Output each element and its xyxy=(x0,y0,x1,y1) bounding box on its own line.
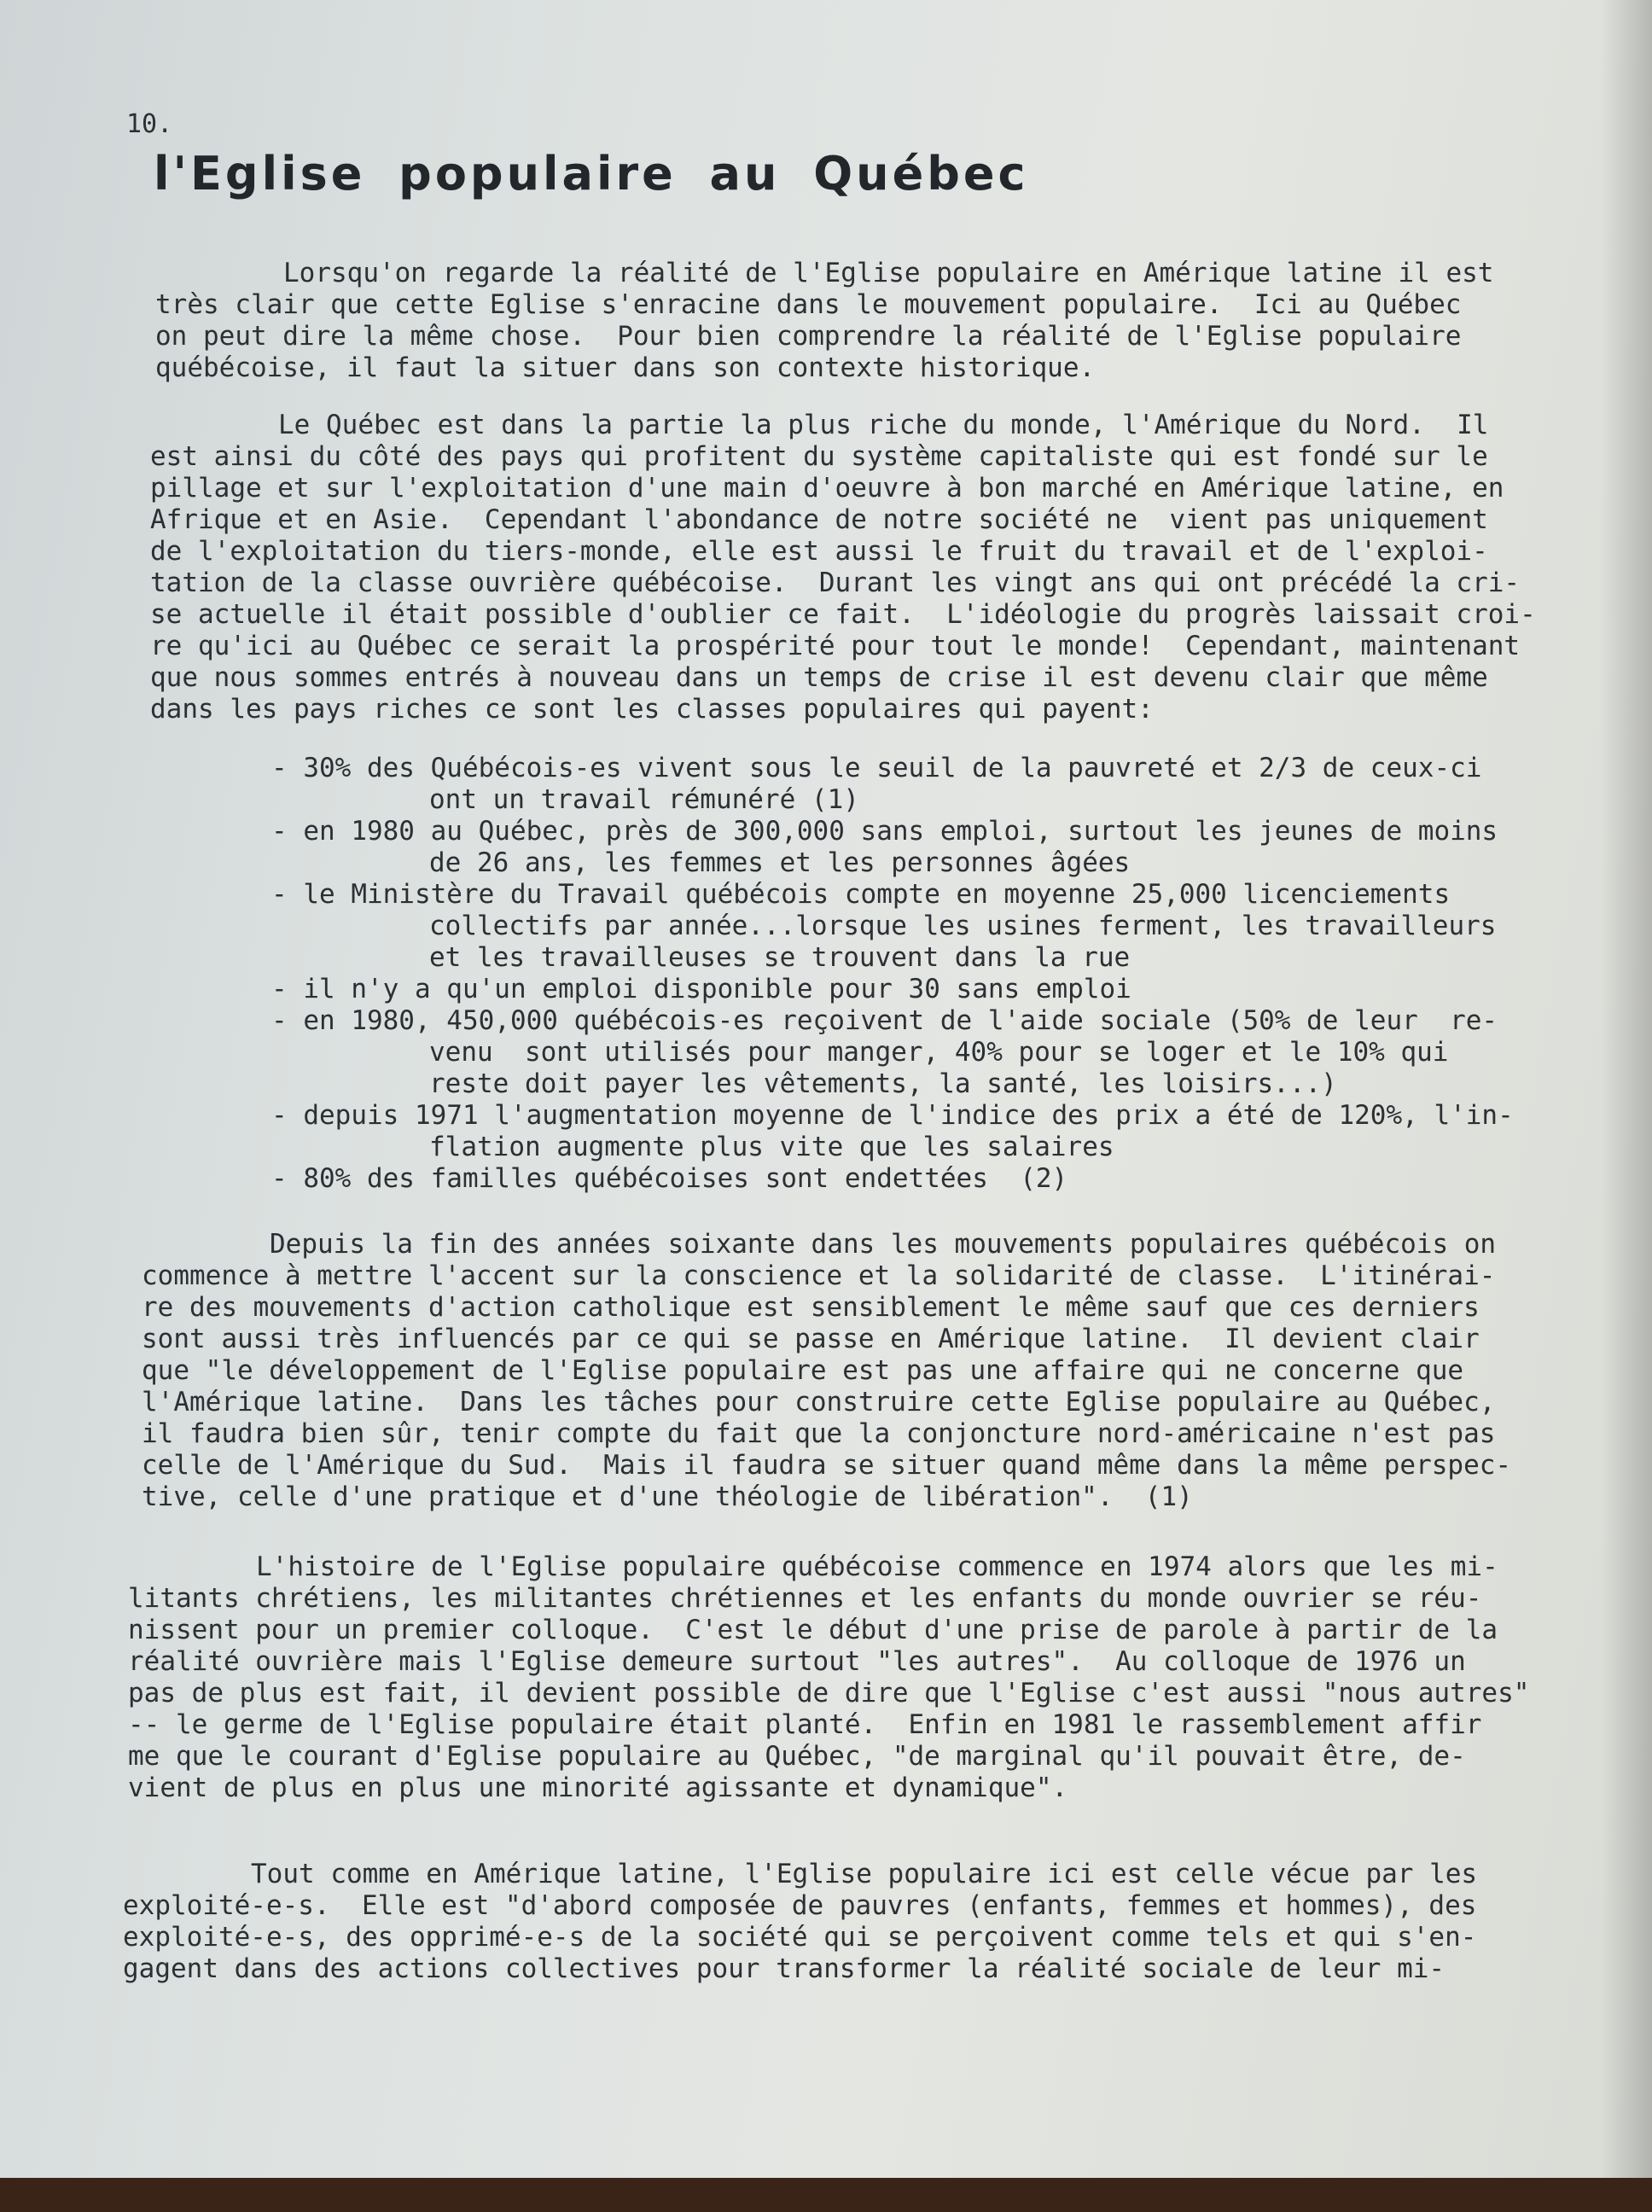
text-line: re qu'ici au Québec ce serait la prospérité pour tout le monde! Cependant, maintenant xyxy=(150,631,1521,661)
text-line: que "le développement de l'Eglise populaire est pas une affaire qui ne concerne que xyxy=(142,1355,1464,1386)
list-item xyxy=(271,879,1652,974)
text-line: litants chrétiens, les militantes chrétiennes et les enfants du monde ouvrier se réu- xyxy=(128,1583,1482,1614)
bullet-line: - le Ministère du Travail québécois compte en moyenne 25,000 licenciements xyxy=(271,879,1451,910)
text-line: Tout comme en Amérique latine, l'Eglise populaire ici est celle vécue par les xyxy=(251,1859,1478,1889)
text-line: que nous sommes entrés à nouveau dans un temps de crise il est devenu clair que même xyxy=(150,662,1488,693)
bullet-line: - en 1980, 450,000 québécois-es reçoivent de l'aide sociale (50% de leur re- xyxy=(271,1005,1498,1036)
list-item xyxy=(271,1163,1652,1195)
paragraph-history xyxy=(128,1551,1530,1804)
bullet-continuation: de 26 ans, les femmes et les personnes âgées xyxy=(429,847,1131,878)
text-line: Lorsqu'on regarde la réalité de l'Eglise populaire en Amérique latine il est xyxy=(283,258,1494,288)
text-line: me que le courant d'Eglise populaire au Québec, "de marginal qu'il pouvait être, de- xyxy=(128,1741,1466,1772)
text-line: dans les pays riches ce sont les classes populaires qui payent: xyxy=(150,694,1154,725)
paragraph-movements xyxy=(142,1229,1541,1513)
text-line: est ainsi du côté des pays qui profitent du système capitaliste qui est fondé sur le xyxy=(150,441,1488,472)
text-line: -- le germe de l'Eglise populaire était planté. Enfin en 1981 le rassemblement affir xyxy=(128,1709,1482,1740)
paragraph-context xyxy=(150,410,1550,725)
text-line: québécoise, il faut la situer dans son contexte historique. xyxy=(155,352,1096,383)
text-line: pas de plus est fait, il devient possible de dire que l'Eglise c'est aussi "nous autres" xyxy=(128,1678,1530,1708)
bullet-continuation: reste doit payer les vêtements, la santé, les loisirs...) xyxy=(429,1068,1337,1099)
text-line: celle de l'Amérique du Sud. Mais il faudra se situer quand même dans la même perspec- xyxy=(142,1450,1512,1481)
text-line: gagent dans des actions collectives pour transformer la réalité sociale de leur mi- xyxy=(123,1953,1446,1984)
paragraph-latin-america xyxy=(123,1859,1522,1985)
text-line: de l'exploitation du tiers-monde, elle est aussi le fruit du travail et de l'exploi- xyxy=(150,536,1488,567)
text-line: vient de plus en plus une minorité agissante et dynamique". xyxy=(128,1773,1068,1803)
list-item xyxy=(271,1100,1652,1163)
text-line: L'histoire de l'Eglise populaire québécoise commence en 1974 alors que les mi- xyxy=(256,1551,1498,1582)
bullet-line: - 80% des familles québécoises sont endettées (2) xyxy=(271,1163,1068,1194)
text-line: Depuis la fin des années soixante dans les mouvements populaires québécois on xyxy=(270,1229,1497,1260)
text-line: exploité-e-s. Elle est "d'abord composée de pauvres (enfants, femmes et hommes), des xyxy=(123,1890,1477,1921)
bullet-line: - depuis 1971 l'augmentation moyenne de l'indice des prix a été de 120%, l'in- xyxy=(271,1100,1514,1131)
text-line: tive, celle d'une pratique et d'une théologie de libération". (1) xyxy=(142,1481,1193,1512)
text-line: re des mouvements d'action catholique est sensiblement le même sauf que ces derniers xyxy=(142,1292,1480,1323)
text-line: l'Amérique latine. Dans les tâches pour construire cette Eglise populaire au Québec, xyxy=(142,1387,1496,1417)
bullet-line: - en 1980 au Québec, près de 300,000 sans emploi, surtout les jeunes de moins xyxy=(271,816,1498,847)
bullet-continuation: ont un travail rémunéré (1) xyxy=(429,784,859,815)
bullet-continuation: et les travailleuses se trouvent dans la rue xyxy=(429,942,1131,973)
text-line: nissent pour un premier colloque. C'est le début d'une prise de parole à partir de la xyxy=(128,1615,1498,1645)
bullet-line: - il n'y a qu'un emploi disponible pour 30 sans emploi xyxy=(271,974,1131,1004)
page-number: 10. xyxy=(126,109,173,139)
text-line: exploité-e-s, des opprimé-e-s de la société qui se perçoivent comme tels et qui s'en- xyxy=(123,1922,1477,1953)
text-line: Afrique et en Asie. Cependant l'abondance de notre société ne vient pas uniquement xyxy=(150,504,1488,535)
list-item xyxy=(271,753,1652,816)
text-line: se actuelle il était possible d'oublier ce fait. L'idéologie du progrès laissait croi- xyxy=(150,599,1536,630)
page-title: l'Eglise populaire au Québec xyxy=(154,147,1029,201)
table-surface xyxy=(0,2178,1652,2212)
bullet-continuation: flation augmente plus vite que les salaires xyxy=(429,1132,1114,1162)
text-line: il faudra bien sûr, tenir compte du fait que la conjoncture nord-américaine n'est pas xyxy=(142,1418,1496,1449)
text-line: sont aussi très influencés par ce qui se passe en Amérique latine. Il devient clair xyxy=(142,1324,1480,1354)
text-line: on peut dire la même chose. Pour bien comprendre la réalité de l'Eglise populaire xyxy=(155,321,1462,352)
paragraph-intro xyxy=(155,258,1555,384)
bullet-line: - 30% des Québécois-es vivent sous le seuil de la pauvreté et 2/3 de ceux-ci xyxy=(271,753,1482,783)
bullet-continuation: collectifs par année...lorsque les usines ferment, les travailleurs xyxy=(429,911,1497,941)
text-line: réalité ouvrière mais l'Eglise demeure surtout "les autres". Au colloque de 1976 un xyxy=(128,1646,1466,1677)
bullet-list xyxy=(271,753,1652,1195)
text-line: commence à mettre l'accent sur la conscience et la solidarité de classe. L'itinérai- xyxy=(142,1260,1496,1291)
list-item xyxy=(271,1005,1652,1100)
text-line: pillage et sur l'exploitation d'une main d'oeuvre à bon marché en Amérique latine, en xyxy=(150,473,1504,504)
list-item xyxy=(271,816,1652,879)
bullet-continuation: venu sont utilisés pour manger, 40% pour se loger et le 10% qui xyxy=(429,1037,1449,1068)
text-line: très clair que cette Eglise s'enracine dans le mouvement populaire. Ici au Québec xyxy=(155,289,1462,320)
list-item xyxy=(271,974,1652,1005)
text-line: tation de la classe ouvrière québécoise. Durant les vingt ans qui ont précédé la cri- xyxy=(150,568,1521,598)
text-line: Le Québec est dans la partie la plus riche du monde, l'Amérique du Nord. Il xyxy=(278,410,1489,440)
